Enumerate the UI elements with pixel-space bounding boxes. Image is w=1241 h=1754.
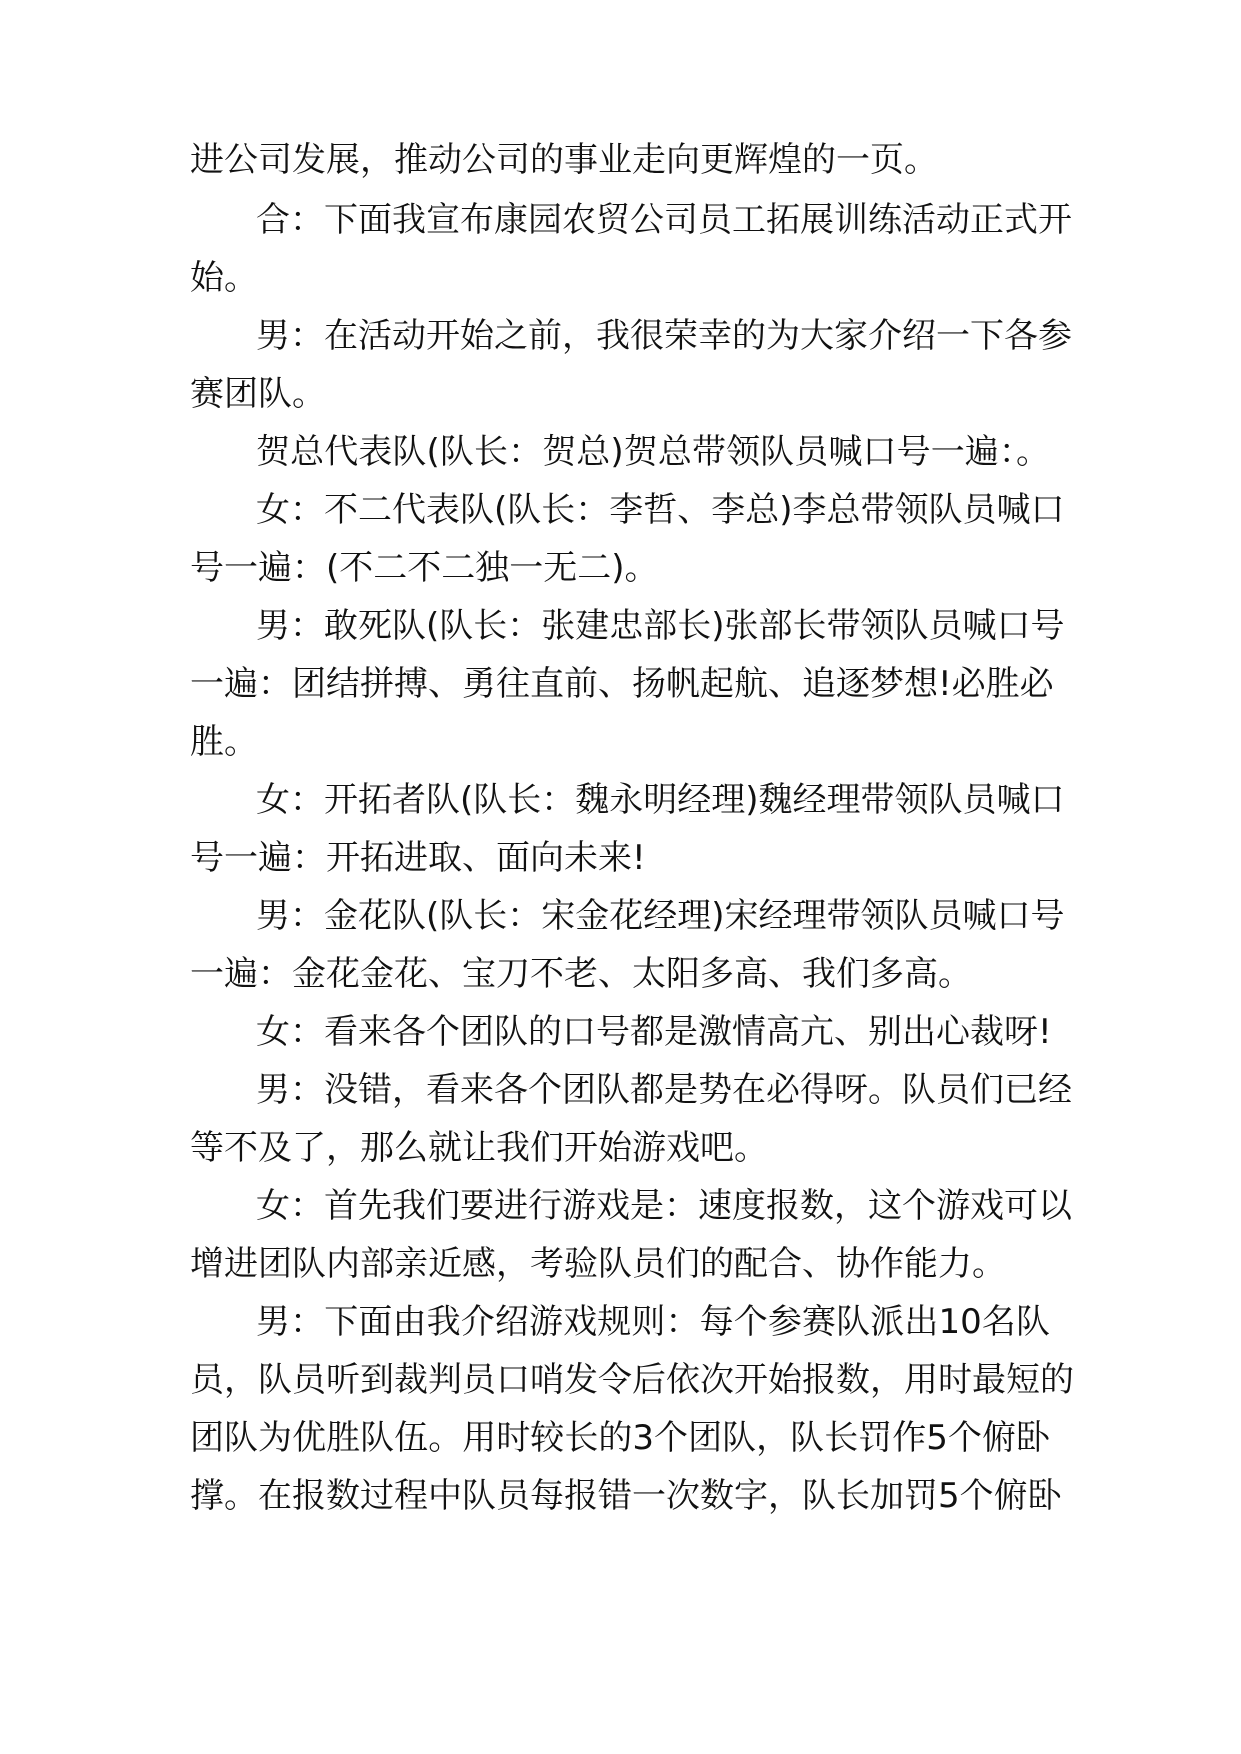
text-line: 等不及了，那么就让我们开始游戏吧。 bbox=[190, 1128, 768, 1168]
text-line: 始。 bbox=[190, 258, 258, 298]
text-line: 女：看来各个团队的口号都是激情高亢、别出心裁呀! bbox=[256, 1012, 1052, 1052]
text-line: 合：下面我宣布康园农贸公司员工拓展训练活动正式开 bbox=[256, 200, 1072, 240]
text-line: 男：金花队(队长：宋金花经理)宋经理带领队员喊口号 bbox=[256, 896, 1065, 936]
text-line: 胜。 bbox=[190, 722, 258, 762]
text-line: 女：开拓者队(队长：魏永明经理)魏经理带领队员喊口 bbox=[256, 780, 1065, 820]
text-line: 一遍：团结拼搏、勇往直前、扬帆起航、追逐梦想!必胜必 bbox=[190, 664, 1054, 704]
text-line: 男：没错，看来各个团队都是势在必得呀。队员们已经 bbox=[256, 1070, 1072, 1110]
text-line: 男：敢死队(队长：张建忠部长)张部长带领队员喊口号 bbox=[256, 606, 1065, 646]
text-line: 团队为优胜队伍。用时较长的3个团队，队长罚作5个俯卧 bbox=[190, 1418, 1050, 1458]
text-line: 号一遍：开拓进取、面向未来! bbox=[190, 838, 646, 878]
text-line: 增进团队内部亲近感，考验队员们的配合、协作能力。 bbox=[190, 1244, 1006, 1284]
text-line: 进公司发展，推动公司的事业走向更辉煌的一页。 bbox=[190, 140, 938, 180]
text-line: 贺总代表队(队长：贺总)贺总带领队员喊口号一遍：。 bbox=[256, 432, 1050, 472]
text-line: 赛团队。 bbox=[190, 374, 326, 414]
text-line: 员，队员听到裁判员口哨发令后依次开始报数，用时最短的 bbox=[190, 1360, 1074, 1400]
text-line: 一遍：金花金花、宝刀不老、太阳多高、我们多高。 bbox=[190, 954, 972, 994]
text-line: 女：首先我们要进行游戏是：速度报数，这个游戏可以 bbox=[256, 1186, 1072, 1226]
text-line: 男：在活动开始之前，我很荣幸的为大家介绍一下各参 bbox=[256, 316, 1072, 356]
text-line: 撑。在报数过程中队员每报错一次数字，队长加罚5个俯卧 bbox=[190, 1476, 1062, 1516]
text-line: 男：下面由我介绍游戏规则：每个参赛队派出10名队 bbox=[256, 1302, 1050, 1342]
text-line: 号一遍：(不二不二独一无二)。 bbox=[190, 548, 659, 588]
text-line: 女：不二代表队(队长：李哲、李总)李总带领队员喊口 bbox=[256, 490, 1065, 530]
